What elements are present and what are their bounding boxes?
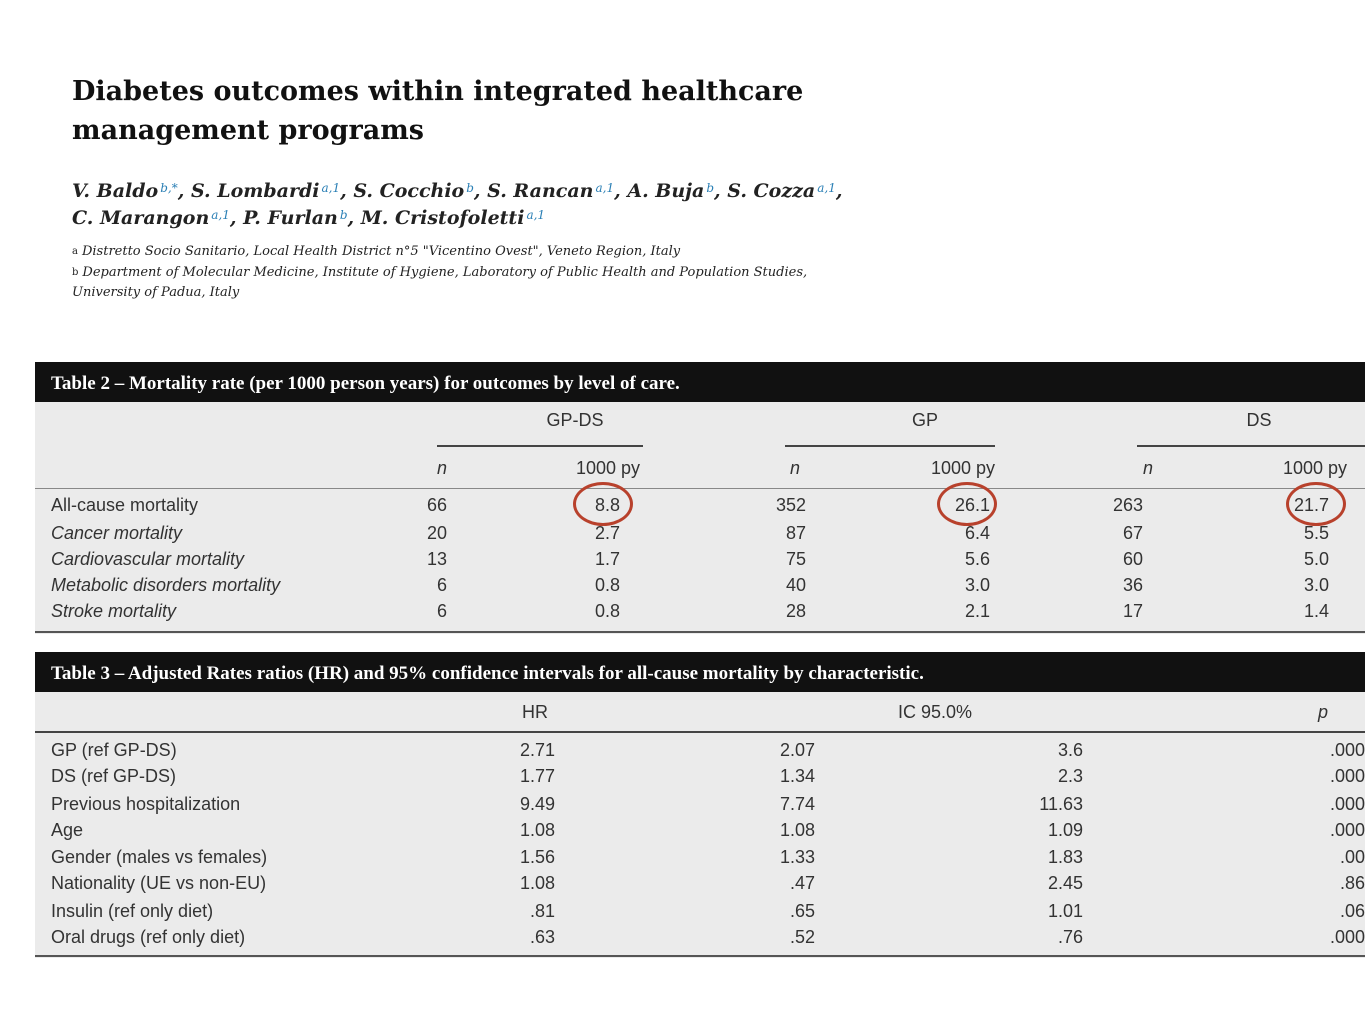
author: P. Furlan $^b$, [243,207,361,229]
table-3-cell: .000 [1329,766,1365,786]
author: S. Rancan $^{a,1}$, [487,180,628,202]
table-2-row-label: Stroke mortality [51,601,177,621]
table-2-cell: 1.4 [1303,601,1329,621]
table-2-cell: 0.8 [594,601,620,621]
header-ci: IC 95.0% [897,702,973,722]
table-2-cell: 5.6 [964,549,990,569]
subheader-rate: 1000 py [930,458,995,478]
table-2-cell: 5.5 [1303,523,1329,543]
group-header-ds: DS [1246,410,1272,430]
table-3 [35,652,1365,958]
author: S. Cozza $^{a,1}$, [727,180,843,202]
table-2-cell: 6 [436,575,447,595]
table-3-cell: .63 [529,927,555,947]
table-2-cell: 2.1 [964,601,990,621]
table-2-row-label: All-cause mortality [51,495,199,515]
table-3-row-label: DS (ref GP-DS) [51,766,177,786]
table-3-cell: 1.08 [779,820,815,840]
table-3-cell: 1.83 [1047,847,1083,867]
table-3-cell: 2.3 [1057,766,1083,786]
author: S. Lombardi $^{a,1}$, [190,180,354,202]
table-2-cell: 21.7 [1293,495,1329,515]
table-2 [35,362,1365,634]
table-3-cell: .65 [789,901,815,921]
table-2-cell: 3.0 [1303,575,1329,595]
table-3-row-label: Previous hospitalization [51,794,241,814]
table-3-caption: Table 3 – Adjusted Rates ratios (HR) and 95% confidence intervals for all-cause mortality by characteristic. [35,652,1365,692]
table-3-cell: 1.08 [519,873,555,893]
table-2-cell: 352 [775,495,806,515]
table-2-cell: 6 [436,601,447,621]
table-3-cell: .000 [1329,820,1365,840]
author: C. Marangon $^{a,1}$, [72,207,244,229]
table-3-cell: 1.08 [519,820,555,840]
affiliation-a: $^a$ Distretto Socio Sanitario, Local Health District n°5 "Vicentino Ovest", Veneto Region, Italy [72,244,681,259]
table-3-cell: .000 [1329,794,1365,814]
subheader-rate: 1000 py [1282,458,1347,478]
table-2-cell: 17 [1122,601,1143,621]
table-2-cell: 1.7 [594,549,620,569]
group-rule [437,445,643,447]
table-2-cell: 87 [785,523,806,543]
table-3-cell: 1.01 [1047,901,1083,921]
table-2-cell: 3.0 [964,575,990,595]
header-hr: HR [522,702,548,722]
table-3-cell: .000 [1329,740,1365,760]
table-2-cell: 28 [785,601,806,621]
table-2-cell: 60 [1122,549,1143,569]
author: V. Baldo $^{b,*}$, [72,180,191,202]
highlight-circle [1286,482,1346,526]
table-3-cell: .76 [1057,927,1083,947]
group-header-gp-ds: GP-DS [546,410,604,430]
table-2-cell: 2.7 [594,523,620,543]
table-2-cell: 40 [785,575,806,595]
table-3-row-label: GP (ref GP-DS) [51,740,177,760]
table-2-cell: 13 [426,549,447,569]
table-3-cell: .47 [789,873,815,893]
table-3-cell: 1.34 [779,766,815,786]
table-3-cell: .06 [1339,901,1365,921]
table-3-cell: .52 [789,927,815,947]
table-3-cell: 9.49 [519,794,555,814]
table-2-cell: 67 [1122,523,1143,543]
table-2-cell: 36 [1122,575,1143,595]
table-2-cell: 263 [1112,495,1143,515]
highlight-circle [573,482,633,526]
table-3-cell: 1.77 [519,766,555,786]
table-2-row-label: Cardiovascular mortality [51,549,245,569]
group-header-gp: GP [911,410,938,430]
header-p: p [1318,702,1329,722]
paper-title: Diabetes outcomes within integrated healthcare management programs [72,76,804,146]
table-3-row-label: Nationality (UE vs non-EU) [51,873,267,893]
bottom-rule [35,955,1365,957]
table-2-cell: 26.1 [954,495,990,515]
table-2-row-label: Cancer mortality [51,523,183,543]
table-3-cell: 1.09 [1047,820,1083,840]
table-3-row-label: Oral drugs (ref only diet) [51,927,246,947]
header-rule [35,488,1365,489]
table-2-row-label: Metabolic disorders mortality [51,575,281,595]
table-2-cell: 0.8 [594,575,620,595]
header-rule [35,731,1365,733]
table-3-cell: 1.56 [519,847,555,867]
table-2-caption: Table 2 – Mortality rate (per 1000 person years) for outcomes by level of care. [35,362,1365,402]
table-2-cell: 6.4 [964,523,990,543]
subheader-rate: 1000 py [575,458,640,478]
table-3-cell: 2.07 [779,740,815,760]
author: A. Buja $^b$, [627,180,728,202]
author: M. Cristofoletti $^{a,1}$ [360,207,546,229]
table-2-cell: 5.0 [1303,549,1329,569]
bottom-rule [35,631,1365,633]
table-2-cell: 20 [426,523,447,543]
highlight-circle [937,482,997,526]
table-3-cell: 7.74 [779,794,815,814]
table-3-row-label: Age [51,820,84,840]
group-rule [785,445,995,447]
table-3-cell: .81 [529,901,555,921]
group-rule [1137,445,1365,447]
table-2-cell: 66 [426,495,447,515]
author-list [72,178,872,232]
table-2-cell: 75 [785,549,806,569]
subheader-n: n [1143,458,1154,478]
table-3-cell: 2.45 [1047,873,1083,893]
table-3-cell: .86 [1339,873,1365,893]
table-3-row-label: Gender (males vs females) [51,847,268,867]
subheader-n: n [437,458,448,478]
affiliation-b-cont: University of Padua, Italy [72,285,240,300]
table-3-row-label: Insulin (ref only diet) [51,901,214,921]
table-3-cell: 3.6 [1057,740,1083,760]
subheader-n: n [790,458,801,478]
table-2-cell: 8.8 [594,495,620,515]
table-3-cell: 2.71 [519,740,555,760]
table-3-cell: 1.33 [779,847,815,867]
table-3-cell: .00 [1339,847,1365,867]
affiliation-b: $^b$ Department of Molecular Medicine, Institute of Hygiene, Laboratory of Public Health and Population Studies, [72,265,808,280]
table-3-cell: 11.63 [1039,794,1083,814]
table-3-cell: .000 [1329,927,1365,947]
author: S. Cocchio $^b$, [353,180,488,202]
